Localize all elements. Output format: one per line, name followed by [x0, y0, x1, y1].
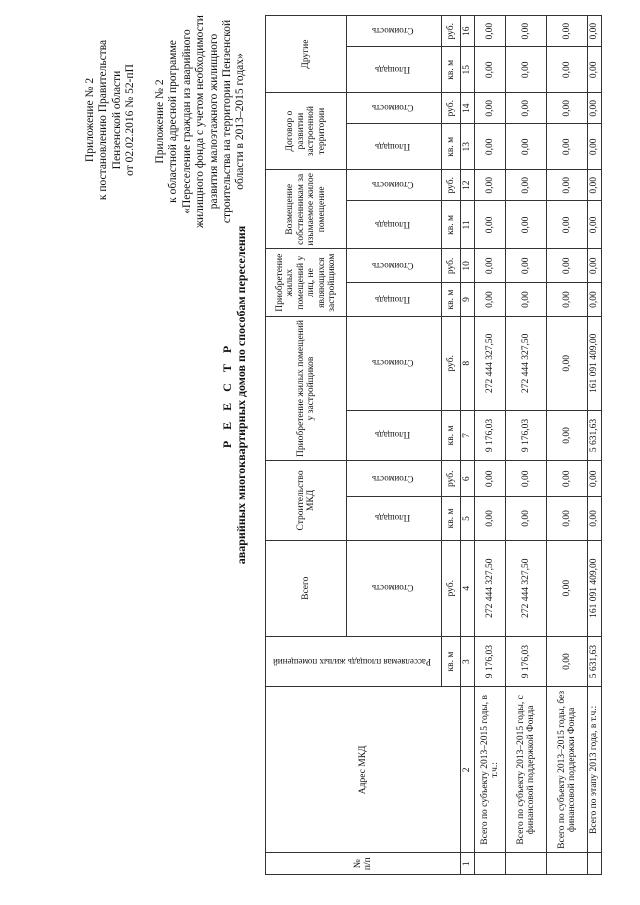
header-non-developer-area: Площадь — [347, 283, 442, 317]
register-title-sub: аварийных многоквартирных домов по способам переселения — [234, 225, 248, 565]
table-cell: 5 631,63 — [588, 636, 602, 687]
appendix-line: Приложение № 2 — [84, 77, 96, 163]
register-table — [265, 15, 602, 875]
table-cell: 0,00 — [547, 201, 588, 249]
row-num — [475, 853, 506, 875]
table-cell: 0,00 — [588, 93, 602, 124]
table-cell: 0,00 — [506, 283, 547, 317]
column-number: 15 — [461, 47, 475, 93]
unit-cell: кв. м — [442, 201, 461, 249]
appendix-line: строительства на территории Пензенской — [221, 19, 234, 224]
column-number: 5 — [461, 497, 475, 540]
header-territory-cost: Стоимость — [347, 93, 442, 124]
appendix-line: от 02.02.2016 № 52-пП — [124, 64, 137, 176]
table-cell: 272 444 327,50 — [506, 316, 547, 410]
table-cell: 0,00 — [547, 170, 588, 201]
header-territory-area: Площадь — [347, 124, 442, 170]
table-cell: 0,00 — [588, 47, 602, 93]
unit-cell: руб. — [442, 316, 461, 410]
column-number: 12 — [461, 170, 475, 201]
table-cell: 0,00 — [506, 124, 547, 170]
unit-cell: руб. — [442, 16, 461, 47]
column-number: 10 — [461, 249, 475, 283]
table-cell: 0,00 — [547, 540, 588, 636]
column-number: 2 — [461, 687, 475, 853]
header-other-area: Площадь — [347, 47, 442, 93]
table-cell: 0,00 — [475, 16, 506, 47]
appendix-line: к постановлению Правительства — [97, 39, 110, 201]
table-cell: 0,00 — [475, 249, 506, 283]
table-cell: 272 444 327,50 — [506, 540, 547, 636]
table-cell: 0,00 — [475, 497, 506, 540]
table-cell: 0,00 — [547, 461, 588, 497]
column-number: 3 — [461, 636, 475, 687]
table-cell: 0,00 — [506, 16, 547, 47]
table-cell: 0,00 — [547, 410, 588, 461]
header-other: Другие — [266, 16, 347, 93]
column-number: 13 — [461, 124, 475, 170]
appendix-line: «Переселение граждан из аварийного — [180, 29, 193, 214]
header-territory: Договор о развитии застроенной территории — [266, 93, 347, 170]
appendix-line: развития малоэтажного жилищного — [207, 33, 220, 210]
table-cell: 0,00 — [588, 170, 602, 201]
unit-cell: руб. — [442, 249, 461, 283]
table-cell: 0,00 — [506, 93, 547, 124]
table-cell: 0,00 — [506, 47, 547, 93]
table-cell: 0,00 — [475, 47, 506, 93]
header-non-developer: Приобретение жилых помещений у лиц, не являющихся застройщиком — [266, 249, 347, 316]
header-total-cost: Стоимость — [347, 540, 442, 636]
column-number: 16 — [461, 16, 475, 47]
table-cell: 0,00 — [547, 93, 588, 124]
table-cell: 0,00 — [547, 47, 588, 93]
header-construction: Строительство МКД — [266, 461, 347, 540]
appendix-line: Пензенской области — [110, 70, 123, 170]
column-number: 1 — [461, 853, 475, 875]
table-cell: 0,00 — [588, 249, 602, 283]
unit-cell: кв. м — [442, 636, 461, 687]
table-cell: 0,00 — [475, 93, 506, 124]
table-cell: 0,00 — [547, 497, 588, 540]
table-cell: 0,00 — [475, 283, 506, 317]
header-address: Адрес МКД — [266, 687, 461, 853]
appendix-note-government-decree — [84, 20, 138, 220]
table-cell: 0,00 — [475, 461, 506, 497]
unit-cell: кв. м — [442, 47, 461, 93]
header-compensation-area: Площадь — [347, 201, 442, 249]
table-cell: 0,00 — [506, 201, 547, 249]
table-cell: 0,00 — [506, 249, 547, 283]
table-cell: 0,00 — [588, 497, 602, 540]
appendix-line: Приложение № 2 — [154, 79, 166, 164]
table-cell: 9 176,03 — [475, 636, 506, 687]
row-num — [588, 853, 602, 875]
table-cell: 5 631,63 — [588, 410, 602, 461]
unit-cell: кв. м — [442, 283, 461, 317]
column-number: 8 — [461, 316, 475, 410]
table-cell: 0,00 — [506, 170, 547, 201]
appendix-line: жилищного фонда с учетом необходимости — [194, 15, 207, 228]
unit-cell: руб. — [442, 540, 461, 636]
table-row — [547, 16, 588, 875]
unit-cell: кв. м — [442, 124, 461, 170]
header-developer-cost: Стоимость — [347, 316, 442, 410]
table-cell: 272 444 327,50 — [475, 540, 506, 636]
register-title-main: Р Е Е С Т Р — [220, 341, 234, 449]
header-area-total: Расселяемая площадь жилых помещений — [266, 636, 442, 687]
table-row — [588, 16, 602, 875]
header-num: № п/п — [266, 853, 461, 875]
table-cell: 9 176,03 — [506, 636, 547, 687]
table-cell: 0,00 — [475, 124, 506, 170]
table-cell: 0,00 — [588, 283, 602, 317]
table-cell: 161 091 409,00 — [588, 316, 602, 410]
header-developer-area: Площадь — [347, 410, 442, 461]
table-cell: 9 176,03 — [506, 410, 547, 461]
table-cell: 0,00 — [506, 461, 547, 497]
table-cell: 0,00 — [475, 201, 506, 249]
register-title — [220, 185, 248, 605]
table-cell: 0,00 — [547, 316, 588, 410]
table-cell: 9 176,03 — [475, 410, 506, 461]
header-other-cost: Стоимость — [347, 16, 442, 47]
header-compensation-cost: Стоимость — [347, 170, 442, 201]
row-address: Всего по субъекту 2013–2015 годы, в т.ч.: — [475, 687, 506, 853]
table-cell: 0,00 — [588, 461, 602, 497]
column-numbers-row — [461, 16, 475, 875]
table-cell: 0,00 — [588, 16, 602, 47]
row-address: Всего по этапу 2013 года, в т.ч.: — [588, 687, 602, 853]
appendix-line: области в 2013–2015 годах» — [234, 53, 247, 190]
header-non-developer-cost: Стоимость — [347, 249, 442, 283]
row-num — [506, 853, 547, 875]
table-cell: 0,00 — [547, 249, 588, 283]
table-cell: 161 091 409,00 — [588, 540, 602, 636]
table-cell: 0,00 — [475, 170, 506, 201]
header-construction-cost: Стоимость — [347, 461, 442, 497]
table-cell: 0,00 — [588, 124, 602, 170]
unit-cell: руб. — [442, 170, 461, 201]
table-cell: 0,00 — [506, 497, 547, 540]
table-row — [506, 16, 547, 875]
header-total: Всего — [266, 540, 347, 636]
column-number: 7 — [461, 410, 475, 461]
row-num — [547, 853, 588, 875]
unit-cell: кв. м — [442, 497, 461, 540]
unit-cell: руб. — [442, 93, 461, 124]
header-construction-area: Площадь — [347, 497, 442, 540]
row-address: Всего по субъекту 2013–2015 годы, без финансовой поддержки Фонда — [547, 687, 588, 853]
unit-cell: кв. м — [442, 410, 461, 461]
column-number: 14 — [461, 93, 475, 124]
table-cell: 272 444 327,50 — [475, 316, 506, 410]
table-cell: 0,00 — [588, 201, 602, 249]
table-cell: 0,00 — [547, 124, 588, 170]
table-row — [475, 16, 506, 875]
appendix-line: к областной адресной программе — [167, 40, 180, 203]
header-compensation: Возмещение собственникам за изымаемое жилое помещение — [266, 170, 347, 249]
table-cell: 0,00 — [547, 283, 588, 317]
header-developer: Приобретение жилых помещений у застройщиков — [266, 316, 347, 460]
table-cell: 0,00 — [547, 16, 588, 47]
unit-cell: руб. — [442, 461, 461, 497]
row-address: Всего по субъекту 2013–2015 годы, с финансовой поддержкой Фонда — [506, 687, 547, 853]
column-number: 6 — [461, 461, 475, 497]
column-number: 11 — [461, 201, 475, 249]
table-cell: 0,00 — [547, 636, 588, 687]
column-number: 9 — [461, 283, 475, 317]
column-number: 4 — [461, 540, 475, 636]
